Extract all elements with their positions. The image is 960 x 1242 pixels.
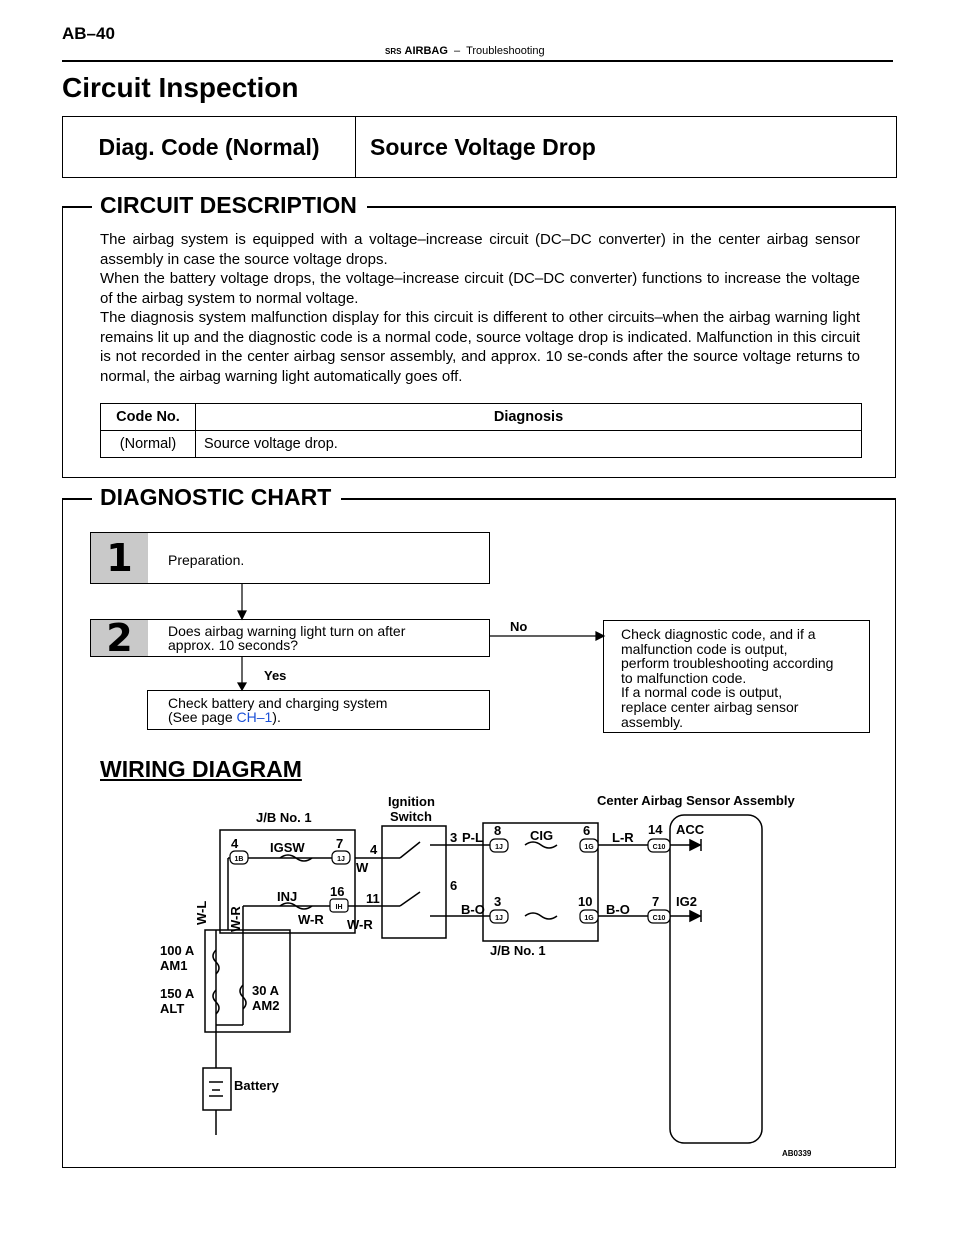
pin-number: 7 bbox=[652, 894, 660, 909]
header-separator: – bbox=[454, 45, 461, 57]
no-result-line: to malfunction code. bbox=[621, 669, 747, 686]
no-result-line: perform troubleshooting according bbox=[621, 655, 834, 672]
wiring-diagram-heading: WIRING DIAGRAM bbox=[100, 756, 302, 782]
connector-label: 1J bbox=[495, 844, 503, 851]
ignition-switch-box bbox=[382, 826, 446, 938]
wire-color: W-R bbox=[228, 906, 243, 932]
table-cell: Source voltage drop. bbox=[196, 431, 862, 458]
pin-number: 6 bbox=[450, 878, 458, 893]
step-number: 2 bbox=[91, 620, 148, 656]
connector-label: 1J bbox=[495, 915, 503, 922]
diag-code-description: Source Voltage Drop bbox=[370, 133, 596, 160]
connector-label: 1G bbox=[584, 915, 594, 922]
wire-color: B-O bbox=[606, 902, 630, 917]
fuse-rating: 150 A bbox=[160, 986, 195, 1001]
text-fragment: ). bbox=[272, 709, 281, 725]
center-sensor-box bbox=[670, 815, 762, 1143]
fuse-name: ALT bbox=[160, 1001, 185, 1016]
fuse-name: AM1 bbox=[160, 958, 188, 973]
no-result-line: replace center airbag sensor bbox=[621, 698, 799, 715]
figure-code: AB0339 bbox=[782, 1149, 812, 1158]
pin-number: 6 bbox=[583, 823, 591, 838]
no-result-line: assembly. bbox=[621, 713, 683, 730]
diode bbox=[690, 840, 700, 850]
connector-label: 1B bbox=[234, 856, 244, 863]
connector-label: C10 bbox=[652, 844, 666, 851]
fuse-label: INJ bbox=[277, 889, 298, 904]
center-sensor-label: Center Airbag Sensor Assembly bbox=[597, 793, 795, 808]
pin-number: 8 bbox=[494, 823, 502, 838]
pin-number: 16 bbox=[330, 884, 345, 899]
pin-number: 3 bbox=[450, 830, 458, 845]
terminal-label: IG2 bbox=[676, 894, 697, 909]
column-header: Diagnosis bbox=[196, 404, 862, 431]
fuse-rating: 30 A bbox=[252, 983, 279, 998]
fuse-bo bbox=[525, 913, 557, 919]
diag-code: Diag. Code (Normal) bbox=[63, 117, 356, 177]
ignition-switch-label: Switch bbox=[390, 809, 432, 824]
description-paragraph: The airbag system is equipped with a voltage–increase circuit (DC–DC converter) in the center airbag sensor assembly in case the source voltage drops. bbox=[100, 231, 860, 268]
switch-contact bbox=[400, 842, 420, 858]
connector-label: C10 bbox=[652, 915, 666, 922]
yes-result-line: Check battery and charging system bbox=[168, 695, 388, 711]
wire-color: L-R bbox=[612, 830, 634, 845]
description-paragraph: When the battery voltage drops, the voltage–increase circuit (DC–DC converter) functions to increase the voltage of the airbag system to normal voltage. bbox=[100, 270, 860, 307]
fuse-label: IGSW bbox=[270, 840, 305, 855]
wire-color: P-L bbox=[462, 830, 483, 845]
pin-number: 7 bbox=[336, 836, 344, 851]
switch-contact bbox=[400, 892, 420, 906]
battery-label: Battery bbox=[234, 1078, 279, 1093]
srs-prefix: SRS bbox=[385, 47, 402, 56]
no-result-line: malfunction code is output, bbox=[621, 640, 788, 657]
step-line: approx. 10 seconds? bbox=[168, 637, 298, 653]
connector-label: 1G bbox=[584, 844, 594, 851]
no-result-line: Check diagnostic code, and if a bbox=[621, 626, 816, 642]
pin-number: 14 bbox=[648, 822, 663, 837]
fuse-name: AM2 bbox=[252, 998, 280, 1013]
yes-label: Yes bbox=[264, 668, 287, 683]
connector-label: IH bbox=[335, 904, 343, 911]
pin-number: 11 bbox=[366, 891, 380, 906]
text-fragment: (See page bbox=[168, 709, 237, 725]
step-line: Does airbag warning light turn on after bbox=[168, 623, 406, 639]
diagnostic-chart-heading: DIAGNOSTIC CHART bbox=[92, 484, 341, 511]
wire-color: W-L bbox=[194, 900, 209, 925]
jb-label: J/B No. 1 bbox=[490, 943, 546, 958]
no-label: No bbox=[510, 619, 528, 634]
step-text: Preparation. bbox=[168, 552, 245, 568]
step-number: 1 bbox=[91, 533, 148, 583]
table-cell: (Normal) bbox=[101, 431, 196, 458]
terminal-label: ACC bbox=[676, 822, 705, 837]
ignition-switch-label: Ignition bbox=[388, 794, 435, 809]
wire-color: B-O bbox=[461, 902, 485, 917]
pin-number: 3 bbox=[494, 894, 502, 909]
page-number: AB–40 bbox=[62, 24, 115, 43]
fuse-label: CIG bbox=[530, 828, 554, 843]
connector-label: 1J bbox=[337, 856, 345, 863]
jb-label: J/B No. 1 bbox=[256, 810, 312, 825]
fuse-block-box bbox=[205, 930, 290, 1032]
pin-number: 4 bbox=[370, 842, 378, 857]
wire-color: W-R bbox=[347, 917, 373, 932]
battery-box bbox=[203, 1068, 231, 1110]
page-title: Circuit Inspection bbox=[62, 72, 299, 103]
subsection-name: Troubleshooting bbox=[466, 45, 545, 57]
diode bbox=[690, 911, 700, 921]
wire-color: W-R bbox=[298, 912, 324, 927]
section-name: AIRBAG bbox=[404, 45, 448, 57]
wire-color: W bbox=[356, 860, 369, 875]
page-reference-link[interactable]: CH–1 bbox=[236, 709, 273, 725]
pin-number: 10 bbox=[578, 894, 593, 909]
description-paragraph: The diagnosis system malfunction display for this circuit is different to other circuits–when the airbag warning light remains lit up and the diagnostic code is a normal code, source voltage drop is indicated. Malfunction in this circuit is not recorded in the center airbag sensor assembly, and approx. 10 se-conds after the source voltage returns to normal, the airbag warning light automatically goes off. bbox=[100, 309, 860, 385]
pin-number: 4 bbox=[231, 836, 239, 851]
column-header: Code No. bbox=[101, 404, 196, 431]
no-result-line: If a normal code is output, bbox=[621, 684, 783, 701]
circuit-description-heading: CIRCUIT DESCRIPTION bbox=[92, 192, 367, 219]
fuse-rating: 100 A bbox=[160, 943, 195, 958]
